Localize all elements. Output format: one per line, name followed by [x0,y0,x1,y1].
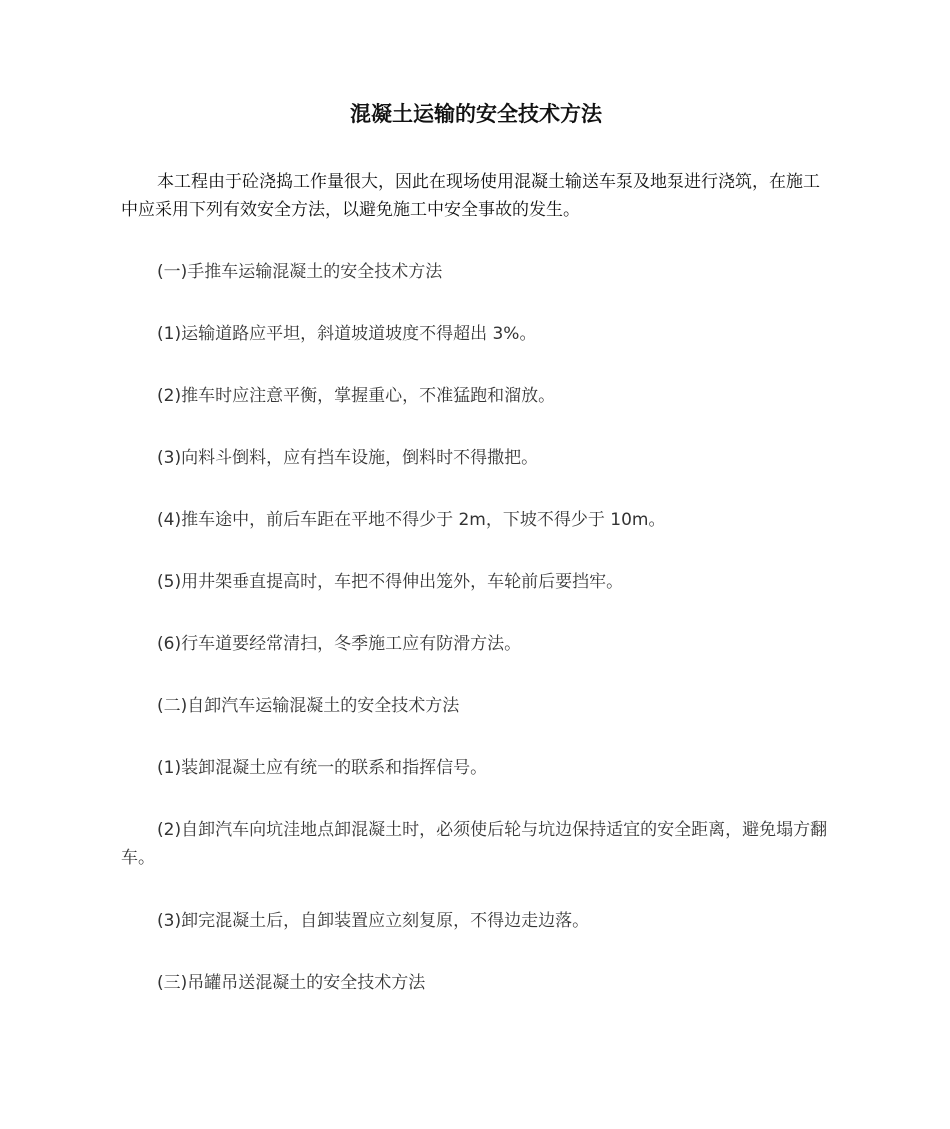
list-item: (6)行车道要经常清扫，冬季施工应有防滑方法。 [157,634,522,654]
intro-paragraph: 本工程由于砼浇捣工作量很大，因此在现场使用混凝土输送车泵及地泵进行浇筑，在施工中应采用下列有效安全方法，以避免施工中安全事故的发生。 [121,172,820,220]
document-page [121,0,831,1129]
list-item: (5)用井架垂直提高时，车把不得伸出笼外，车轮前后要挡牢。 [157,572,624,592]
list-item: (2)自卸汽车向坑洼地点卸混凝土时，必须使后轮与坑边保持适宜的安全距离，避免塌方翻车。 [121,820,828,868]
document-title: 混凝土运输的安全技术方法 [350,102,602,126]
list-item: (1)运输道路应平坦，斜道坡道坡度不得超出 3%。 [157,324,537,344]
list-item: (3)卸完混凝土后，自卸装置应立刻复原，不得边走边落。 [157,911,590,931]
list-item: (4)推车途中，前后车距在平地不得少于 2m，下坡不得少于 10m。 [157,510,666,530]
section-heading-handcart: (一)手推车运输混凝土的安全技术方法 [157,262,443,282]
section-heading-dump-truck: (二)自卸汽车运输混凝土的安全技术方法 [157,696,460,716]
section-heading-crane-bucket: (三)吊罐吊送混凝土的安全技术方法 [157,973,426,993]
list-item: (1)装卸混凝土应有统一的联系和指挥信号。 [157,758,488,778]
list-item: (3)向料斗倒料，应有挡车设施，倒料时不得撒把。 [157,448,539,468]
list-item: (2)推车时应注意平衡，掌握重心，不准猛跑和溜放。 [157,386,556,406]
